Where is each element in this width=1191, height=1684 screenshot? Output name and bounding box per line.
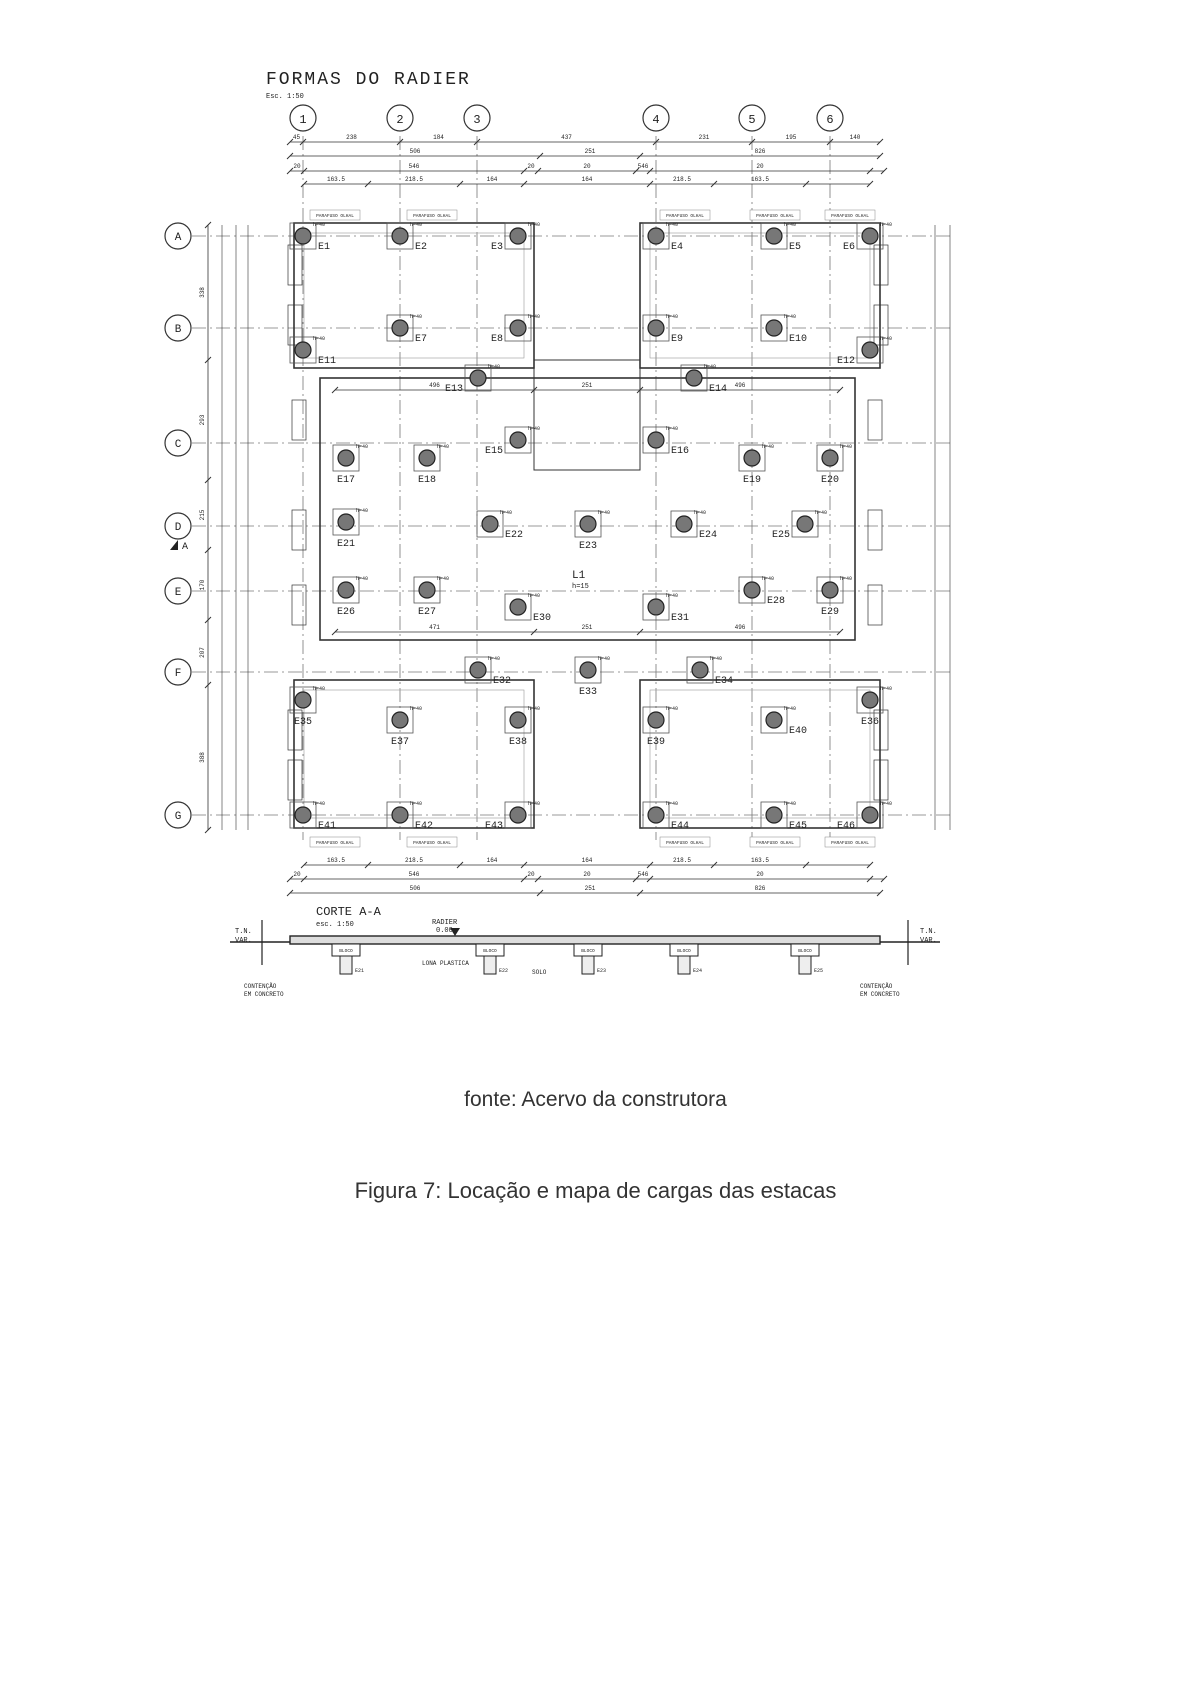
section-block-label: BLOCO	[677, 949, 691, 954]
bolt-box-left	[288, 245, 302, 285]
pile-marker	[580, 516, 596, 532]
pile-marker	[392, 712, 408, 728]
bolt-box-left	[288, 710, 302, 750]
bolt-box-left	[292, 510, 306, 550]
pile-note: h=40	[356, 508, 369, 514]
dimension-mid-1: 496	[429, 382, 440, 389]
pile-note: h=40	[666, 706, 679, 712]
pile-marker	[648, 599, 664, 615]
dimension-bottom-2: 20	[756, 871, 764, 878]
pile-marker	[419, 450, 435, 466]
bolt-label: PARAFUSO OLHAL	[831, 841, 869, 846]
dimension-mid-2: 496	[734, 624, 746, 631]
pile-label: E1	[318, 242, 331, 253]
pile-note: h=40	[840, 576, 853, 582]
pile-marker	[862, 807, 878, 823]
pile-marker	[862, 692, 878, 708]
figure-source: fonte: Acervo da construtora	[464, 1088, 727, 1111]
pile-label: E16	[671, 446, 690, 457]
pile-label: E5	[789, 242, 802, 253]
axis-label-row: G	[174, 811, 182, 823]
pile-note: h=40	[762, 444, 775, 450]
pile-note: h=40	[598, 656, 611, 662]
dimension-top-1: 437	[561, 134, 572, 141]
section-pile	[340, 956, 352, 974]
section-block-label: BLOCO	[339, 949, 353, 954]
dimension-top-4: 163.5	[750, 176, 770, 183]
dimension-bottom-2: 20	[583, 871, 591, 878]
section-pile-label: E22	[499, 968, 509, 974]
pile-note: h=40	[784, 222, 797, 228]
pile-marker	[338, 450, 354, 466]
bolt-label: PARAFUSO OLHAL	[831, 214, 869, 219]
axis-label-column: 3	[473, 113, 481, 127]
pile-label: E37	[390, 737, 410, 748]
pile-note: h=40	[598, 510, 611, 516]
section-contencao-left-1: CONTENÇÃO	[244, 983, 277, 990]
pile-label: E45	[789, 821, 808, 832]
section-tn-right: T.N.	[920, 928, 937, 936]
pile-marker	[648, 807, 664, 823]
pile-marker	[766, 807, 782, 823]
pile-label: E14	[709, 384, 728, 395]
pile-note: h=40	[356, 444, 369, 450]
axis-label-column: 5	[748, 113, 756, 127]
pile-note: h=40	[313, 686, 326, 692]
section-title: CORTE A-A	[316, 905, 381, 919]
dimension-top-4: 218.5	[672, 176, 692, 183]
section-var-left: VAR.	[235, 937, 252, 945]
bolt-label: PARAFUSO OLHAL	[413, 214, 451, 219]
pile-marker	[338, 582, 354, 598]
pile-label: E33	[578, 687, 598, 698]
pile-marker	[392, 807, 408, 823]
bolt-box-right	[874, 245, 888, 285]
dimension-top-3: 546	[408, 163, 420, 170]
pile-note: h=40	[528, 314, 541, 320]
pile-note: h=40	[762, 576, 775, 582]
section-block-label: BLOCO	[483, 949, 497, 954]
pile-note: h=40	[528, 222, 541, 228]
dimension-top-4: 218.5	[404, 176, 424, 183]
pile-note: h=40	[666, 593, 679, 599]
section-slab	[290, 936, 880, 944]
pile-marker	[676, 516, 692, 532]
pile-marker	[510, 432, 526, 448]
pile-label: E26	[336, 607, 356, 618]
dimension-top-3: 20	[583, 163, 591, 170]
dimension-top-1: 238	[346, 134, 357, 141]
pile-label: E17	[336, 475, 356, 486]
dimension-top-1: 184	[433, 134, 444, 141]
pile-note: h=40	[313, 336, 326, 342]
dimension-bottom-2: 546	[637, 871, 649, 878]
pile-marker	[797, 516, 813, 532]
pile-note: h=40	[410, 706, 423, 712]
pile-note: h=40	[815, 510, 828, 516]
bolt-label: PARAFUSO OLHAL	[666, 841, 704, 846]
pile-marker	[648, 712, 664, 728]
section-var-right: VAR.	[920, 937, 937, 945]
pile-label: E7	[415, 334, 428, 345]
pile-marker	[580, 662, 596, 678]
pile-note: h=40	[488, 656, 501, 662]
bolt-label: PARAFUSO OLHAL	[316, 214, 354, 219]
pile-note: h=40	[880, 336, 893, 342]
dimension-mid-1: 496	[734, 382, 746, 389]
bolt-label: PARAFUSO OLHAL	[756, 214, 794, 219]
pile-marker	[822, 450, 838, 466]
pile-marker	[648, 228, 664, 244]
bolt-box-right	[868, 400, 882, 440]
section-radier-label: RADIER	[432, 919, 458, 927]
pile-marker	[686, 370, 702, 386]
axis-label-column: 4	[652, 113, 660, 127]
pile-marker	[648, 320, 664, 336]
pile-label: E19	[742, 475, 762, 486]
dimension-mid-2: 471	[429, 624, 440, 631]
axis-label-column: 6	[826, 113, 834, 127]
pile-label: E21	[336, 539, 356, 550]
bolt-label: PARAFUSO OLHAL	[666, 214, 704, 219]
pile-note: h=40	[666, 426, 679, 432]
pile-note: h=40	[710, 656, 723, 662]
pile-note: h=40	[410, 314, 423, 320]
pile-label: E22	[505, 530, 524, 541]
dimension-left: 170	[199, 579, 206, 591]
pile-label: E23	[578, 541, 598, 552]
dimension-top-4: 163.5	[326, 176, 346, 183]
dimension-left: 207	[199, 647, 206, 658]
pile-marker	[822, 582, 838, 598]
dimension-bottom-3: 251	[584, 885, 596, 892]
pile-label: E34	[715, 676, 734, 687]
bolt-box-left	[288, 760, 302, 800]
pile-note: h=40	[356, 576, 369, 582]
section-scale: esc. 1:50	[316, 921, 354, 929]
pile-marker	[295, 692, 311, 708]
bolt-label: PARAFUSO OLHAL	[413, 841, 451, 846]
dimension-bottom-1: 164	[486, 857, 498, 864]
bolt-box-left	[292, 400, 306, 440]
dimension-bottom-2: 20	[293, 871, 301, 878]
dimension-lines	[170, 134, 950, 896]
pile-marker	[766, 320, 782, 336]
pile-marker	[766, 228, 782, 244]
pile-label: E13	[444, 384, 463, 395]
section-pile-label: E21	[355, 968, 365, 974]
bolt-label: PARAFUSO OLHAL	[316, 841, 354, 846]
pile-note: h=40	[528, 706, 541, 712]
pile-label: E24	[699, 530, 718, 541]
pile-note: h=40	[313, 222, 326, 228]
dimension-left: 338	[199, 287, 206, 298]
section-contencao-right-1: CONTENÇÃO	[860, 983, 893, 990]
pile-marker	[295, 342, 311, 358]
pile-label: E28	[767, 596, 786, 607]
pile-marker	[510, 599, 526, 615]
dimension-top-1: 45	[292, 134, 301, 141]
pile-marker	[392, 228, 408, 244]
pile-note: h=40	[666, 801, 679, 807]
axis-label-row: B	[174, 324, 182, 336]
pile-label: E3	[490, 242, 503, 253]
pile-note: h=40	[437, 444, 450, 450]
dimension-top-3: 20	[293, 163, 301, 170]
pile-note: h=40	[694, 510, 707, 516]
pile-layer	[290, 222, 892, 832]
pile-note: h=40	[488, 364, 501, 370]
pile-note: h=40	[880, 801, 893, 807]
pile-label: E15	[484, 446, 503, 457]
pile-label: E6	[842, 242, 855, 253]
pile-note: h=40	[880, 222, 893, 228]
section-pile	[484, 956, 496, 974]
pile-label: E38	[508, 737, 528, 748]
pile-label: E31	[671, 613, 690, 624]
dimension-bottom-3: 506	[409, 885, 421, 892]
pile-marker	[648, 432, 664, 448]
pile-label: E41	[318, 821, 337, 832]
pile-label: E43	[484, 821, 503, 832]
pile-note: h=40	[666, 314, 679, 320]
pile-marker	[510, 320, 526, 336]
axis-label-row: E	[174, 587, 182, 599]
section-lona-label: LONA PLASTICA	[422, 960, 469, 967]
dimension-top-3: 20	[756, 163, 764, 170]
dimension-bottom-1: 218.5	[404, 857, 424, 864]
stair-void	[534, 360, 640, 470]
dimension-top-2: 826	[754, 148, 766, 155]
bolt-label: PARAFUSO OLHAL	[756, 841, 794, 846]
pile-label: E11	[318, 356, 337, 367]
pile-marker	[482, 516, 498, 532]
section-block-label: BLOCO	[581, 949, 595, 954]
drawing-title: FORMAS DO RADIER	[266, 70, 471, 90]
dimension-bottom-1: 163.5	[750, 857, 770, 864]
dimension-top-4: 164	[486, 176, 498, 183]
pile-label: E9	[671, 334, 684, 345]
bolt-box-right	[874, 710, 888, 750]
drawing-scale: Esc. 1:50	[266, 93, 304, 101]
dimension-top-4: 164	[581, 176, 593, 183]
axis-label-row: D	[174, 522, 182, 534]
pile-note: h=40	[500, 510, 513, 516]
section-pile	[799, 956, 811, 974]
pile-marker	[510, 807, 526, 823]
bolt-box-right	[874, 760, 888, 800]
axis-label-column: 1	[299, 113, 307, 127]
pile-marker	[510, 228, 526, 244]
pile-label: E25	[771, 530, 790, 541]
dimension-bottom-1: 218.5	[672, 857, 692, 864]
dimension-bottom-2: 20	[527, 871, 535, 878]
pile-label: E12	[836, 356, 855, 367]
dimension-top-1: 195	[785, 134, 797, 141]
pile-marker	[692, 662, 708, 678]
section-pile-label: E23	[597, 968, 607, 974]
section-block-label: BLOCO	[798, 949, 812, 954]
section-marker-triangle	[170, 540, 178, 550]
section-pile	[582, 956, 594, 974]
pile-note: h=40	[437, 576, 450, 582]
pile-note: h=40	[410, 801, 423, 807]
pile-label: E35	[293, 717, 313, 728]
axis-label-row: F	[174, 668, 182, 680]
pile-note: h=40	[528, 593, 541, 599]
pile-note: h=40	[528, 801, 541, 807]
pile-marker	[766, 712, 782, 728]
pile-marker	[744, 582, 760, 598]
section-tn-left: T.N.	[235, 928, 252, 936]
pile-label: E20	[820, 475, 840, 486]
section-solo-label: SOLO	[532, 969, 547, 976]
section-contencao-right-2: EM CONCRETO	[860, 991, 900, 998]
pile-label: E42	[415, 821, 434, 832]
inner-edge	[650, 690, 870, 818]
pile-label: E40	[789, 726, 808, 737]
pile-marker	[470, 662, 486, 678]
pile-note: h=40	[840, 444, 853, 450]
section-level: 0.00	[436, 927, 453, 935]
axis-label-row: A	[174, 232, 182, 244]
pile-label: E18	[417, 475, 437, 486]
pile-label: E29	[820, 607, 840, 618]
section-pile-label: E24	[693, 968, 703, 974]
bolt-box-right	[868, 510, 882, 550]
pile-marker	[392, 320, 408, 336]
dimension-bottom-1: 164	[581, 857, 593, 864]
pile-label: E4	[671, 242, 684, 253]
pile-marker	[862, 342, 878, 358]
pile-label: E39	[646, 737, 666, 748]
pile-note: h=40	[784, 314, 797, 320]
pile-marker	[862, 228, 878, 244]
figure-caption: Figura 7: Locação e mapa de cargas das estacas	[354, 1178, 837, 1203]
dimension-top-1: 140	[849, 134, 861, 141]
section-pile	[678, 956, 690, 974]
pile-label: E30	[533, 613, 552, 624]
pile-label: E2	[415, 242, 428, 253]
pile-note: h=40	[704, 364, 717, 370]
section-contencao-left-2: EM CONCRETO	[244, 991, 284, 998]
dimension-left: 293	[199, 414, 206, 426]
dimension-top-3: 20	[527, 163, 535, 170]
pile-label: E8	[490, 334, 503, 345]
pile-marker	[295, 228, 311, 244]
pile-label: E10	[789, 334, 808, 345]
pile-marker	[295, 807, 311, 823]
dimension-left: 388	[199, 752, 206, 763]
dimension-left: 215	[199, 509, 206, 521]
pile-label: E44	[671, 821, 690, 832]
pile-note: h=40	[784, 706, 797, 712]
dimension-bottom-3: 826	[754, 885, 766, 892]
pile-note: h=40	[666, 222, 679, 228]
dimension-mid-2: 251	[581, 624, 593, 631]
axis-label-column: 2	[396, 113, 404, 127]
section-marker: A	[182, 542, 189, 553]
pile-label: E46	[836, 821, 855, 832]
axis-label-row: C	[174, 439, 182, 451]
pile-note: h=40	[313, 801, 326, 807]
slab-label: L1	[572, 570, 586, 582]
dimension-top-2: 506	[409, 148, 421, 155]
section-pile-label: E25	[814, 968, 824, 974]
dimension-bottom-2: 546	[408, 871, 420, 878]
pile-label: E27	[417, 607, 437, 618]
pile-marker	[744, 450, 760, 466]
pile-note: h=40	[528, 426, 541, 432]
pile-note: h=40	[410, 222, 423, 228]
slab-note: h=15	[572, 583, 589, 591]
dimension-top-2: 251	[584, 148, 596, 155]
pile-marker	[470, 370, 486, 386]
pile-marker	[419, 582, 435, 598]
pile-label: E32	[493, 676, 512, 687]
pile-marker	[338, 514, 354, 530]
pile-marker	[510, 712, 526, 728]
dimension-mid-1: 251	[581, 382, 593, 389]
pile-note: h=40	[880, 686, 893, 692]
foundation-plan-drawing	[160, 60, 1020, 1080]
dimension-top-3: 546	[637, 163, 649, 170]
dimension-top-1: 231	[698, 134, 710, 141]
dimension-bottom-1: 163.5	[326, 857, 346, 864]
pile-note: h=40	[784, 801, 797, 807]
pile-label: E36	[860, 717, 880, 728]
